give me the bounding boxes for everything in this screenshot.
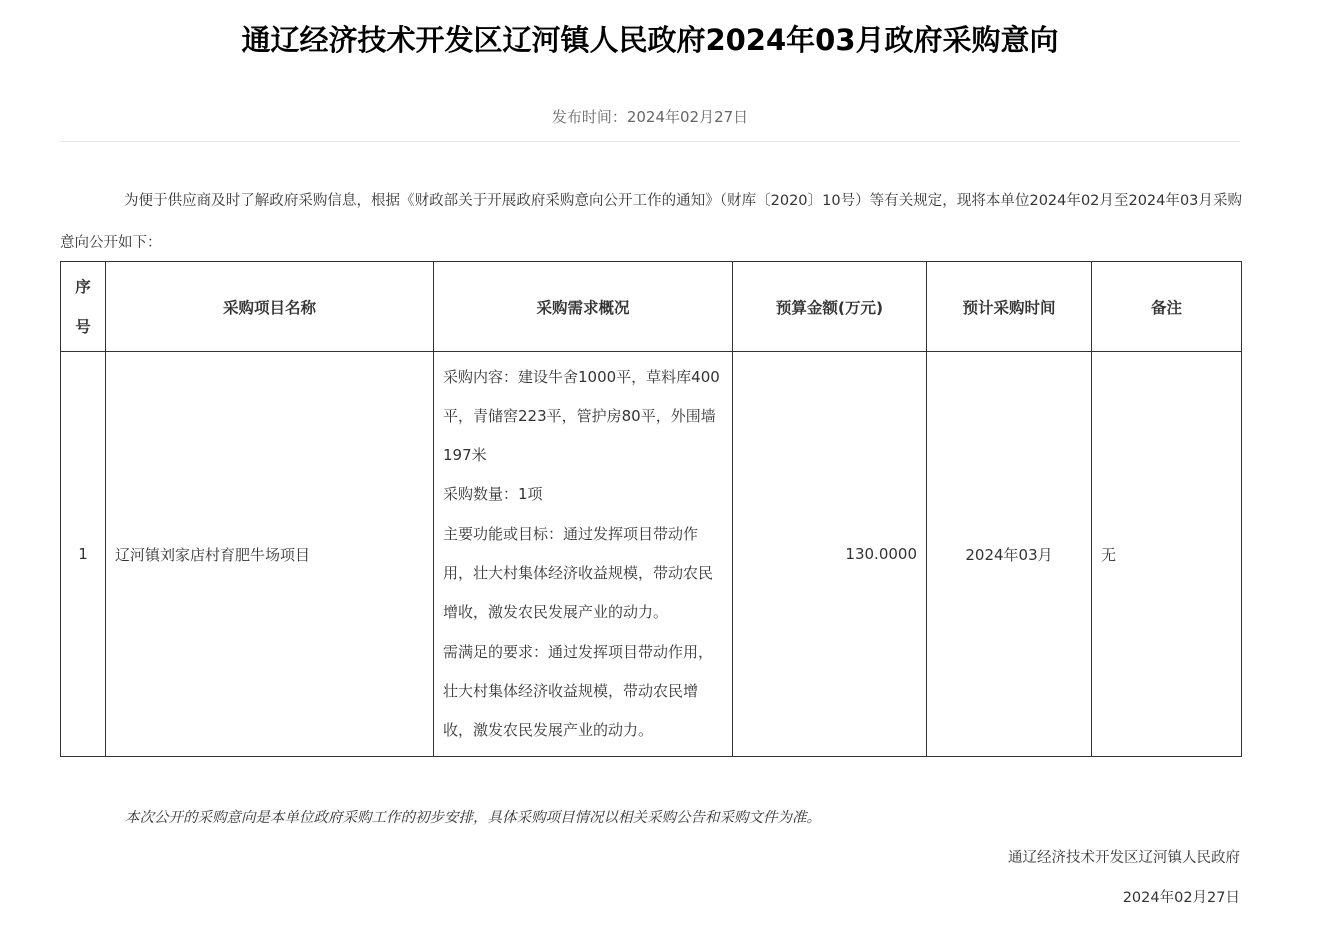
header-no-line2: 号 — [75, 317, 91, 336]
desc-content: 采购内容：建设牛舍1000平，草料库400平，青储窖223平，管护房80平，外围墙197米 — [443, 367, 720, 465]
table-row — [61, 352, 1242, 757]
divider — [60, 141, 1240, 142]
header-time: 预计采购时间 — [927, 262, 1092, 352]
signature: 通辽经济技术开发区辽河镇人民政府 — [1008, 850, 1240, 866]
table-header-row — [61, 262, 1242, 352]
header-desc: 采购需求概况 — [434, 262, 733, 352]
cell-time: 2024年03月 — [927, 352, 1092, 757]
cell-no: 1 — [61, 352, 106, 757]
desc-goal: 主要功能或目标：通过发挥项目带动作用，壮大村集体经济收益规模，带动农民增收，激发农民发展产业的动力。 — [443, 524, 714, 622]
header-no-line1: 序 — [75, 277, 91, 296]
header-budget: 预算金额(万元) — [733, 262, 927, 352]
intro-paragraph: 为便于供应商及时了解政府采购信息，根据《财政部关于开展政府采购意向公开工作的通知》（财库〔2020〕10号）等有关规定，现将本单位2024年02月至2024年03月采购意向公开如下： — [60, 193, 1242, 251]
disclaimer-note: 本次公开的采购意向是本单位政府采购工作的初步安排，具体采购项目情况以相关采购公告和采购文件为准。 — [125, 810, 821, 826]
desc-requirement: 需满足的要求：通过发挥项目带动作用，壮大村集体经济收益规模，带动农民增收，激发农民发展产业的动力。 — [443, 642, 714, 740]
header-remark: 备注 — [1092, 262, 1242, 352]
header-no — [61, 262, 106, 352]
cell-budget: 130.0000 — [733, 352, 927, 757]
signature-date: 2024年02月27日 — [1122, 890, 1240, 906]
cell-remark: 无 — [1092, 352, 1242, 757]
cell-name: 辽河镇刘家店村育肥牛场项目 — [106, 352, 434, 757]
publish-time: 发布时间：2024年02月27日 — [551, 108, 749, 126]
desc-quantity: 采购数量：1项 — [443, 485, 543, 504]
cell-desc — [434, 352, 733, 757]
header-name: 采购项目名称 — [106, 262, 434, 352]
procurement-table — [60, 261, 1242, 757]
page-title: 通辽经济技术开发区辽河镇人民政府2024年03月政府采购意向 — [241, 23, 1059, 57]
